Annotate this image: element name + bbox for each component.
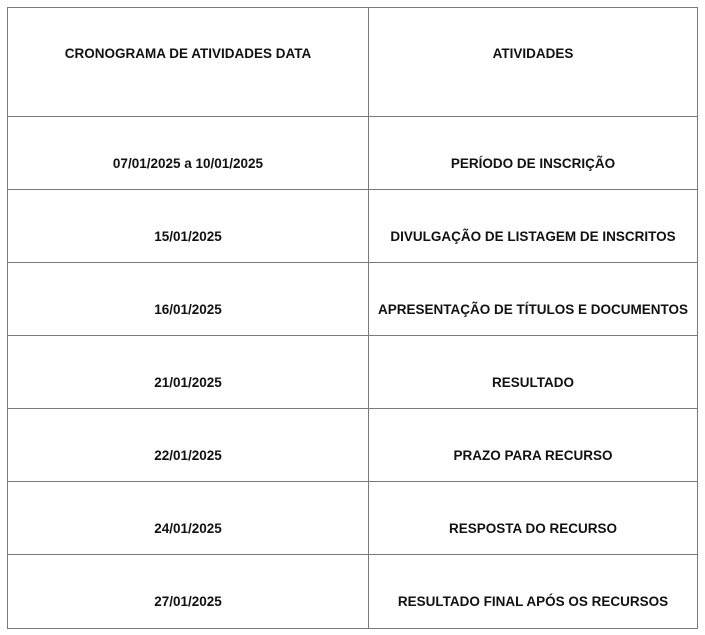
header-activity-cell: ATIVIDADES (369, 8, 698, 117)
activity-cell: RESULTADO (369, 336, 698, 409)
activity-cell: DIVULGAÇÃO DE LISTAGEM DE INSCRITOS (369, 190, 698, 263)
activity-cell: RESULTADO FINAL APÓS OS RECURSOS (369, 555, 698, 629)
header-date-cell: CRONOGRAMA DE ATIVIDADES DATA (8, 8, 369, 117)
activity-cell: APRESENTAÇÃO DE TÍTULOS E DOCUMENTOS (369, 263, 698, 336)
schedule-table-body (8, 8, 698, 629)
date-cell: 15/01/2025 (8, 190, 369, 263)
table-row (8, 117, 698, 190)
table-row (8, 263, 698, 336)
activity-cell: RESPOSTA DO RECURSO (369, 482, 698, 555)
table-header-row (8, 8, 698, 117)
date-cell: 27/01/2025 (8, 555, 369, 629)
date-cell: 16/01/2025 (8, 263, 369, 336)
schedule-table (7, 7, 698, 629)
date-cell: 22/01/2025 (8, 409, 369, 482)
table-row (8, 336, 698, 409)
activity-cell: PERÍODO DE INSCRIÇÃO (369, 117, 698, 190)
table-row (8, 482, 698, 555)
date-cell: 24/01/2025 (8, 482, 369, 555)
date-cell: 07/01/2025 a 10/01/2025 (8, 117, 369, 190)
table-row (8, 190, 698, 263)
activity-cell: PRAZO PARA RECURSO (369, 409, 698, 482)
date-cell: 21/01/2025 (8, 336, 369, 409)
table-row (8, 555, 698, 629)
table-row (8, 409, 698, 482)
